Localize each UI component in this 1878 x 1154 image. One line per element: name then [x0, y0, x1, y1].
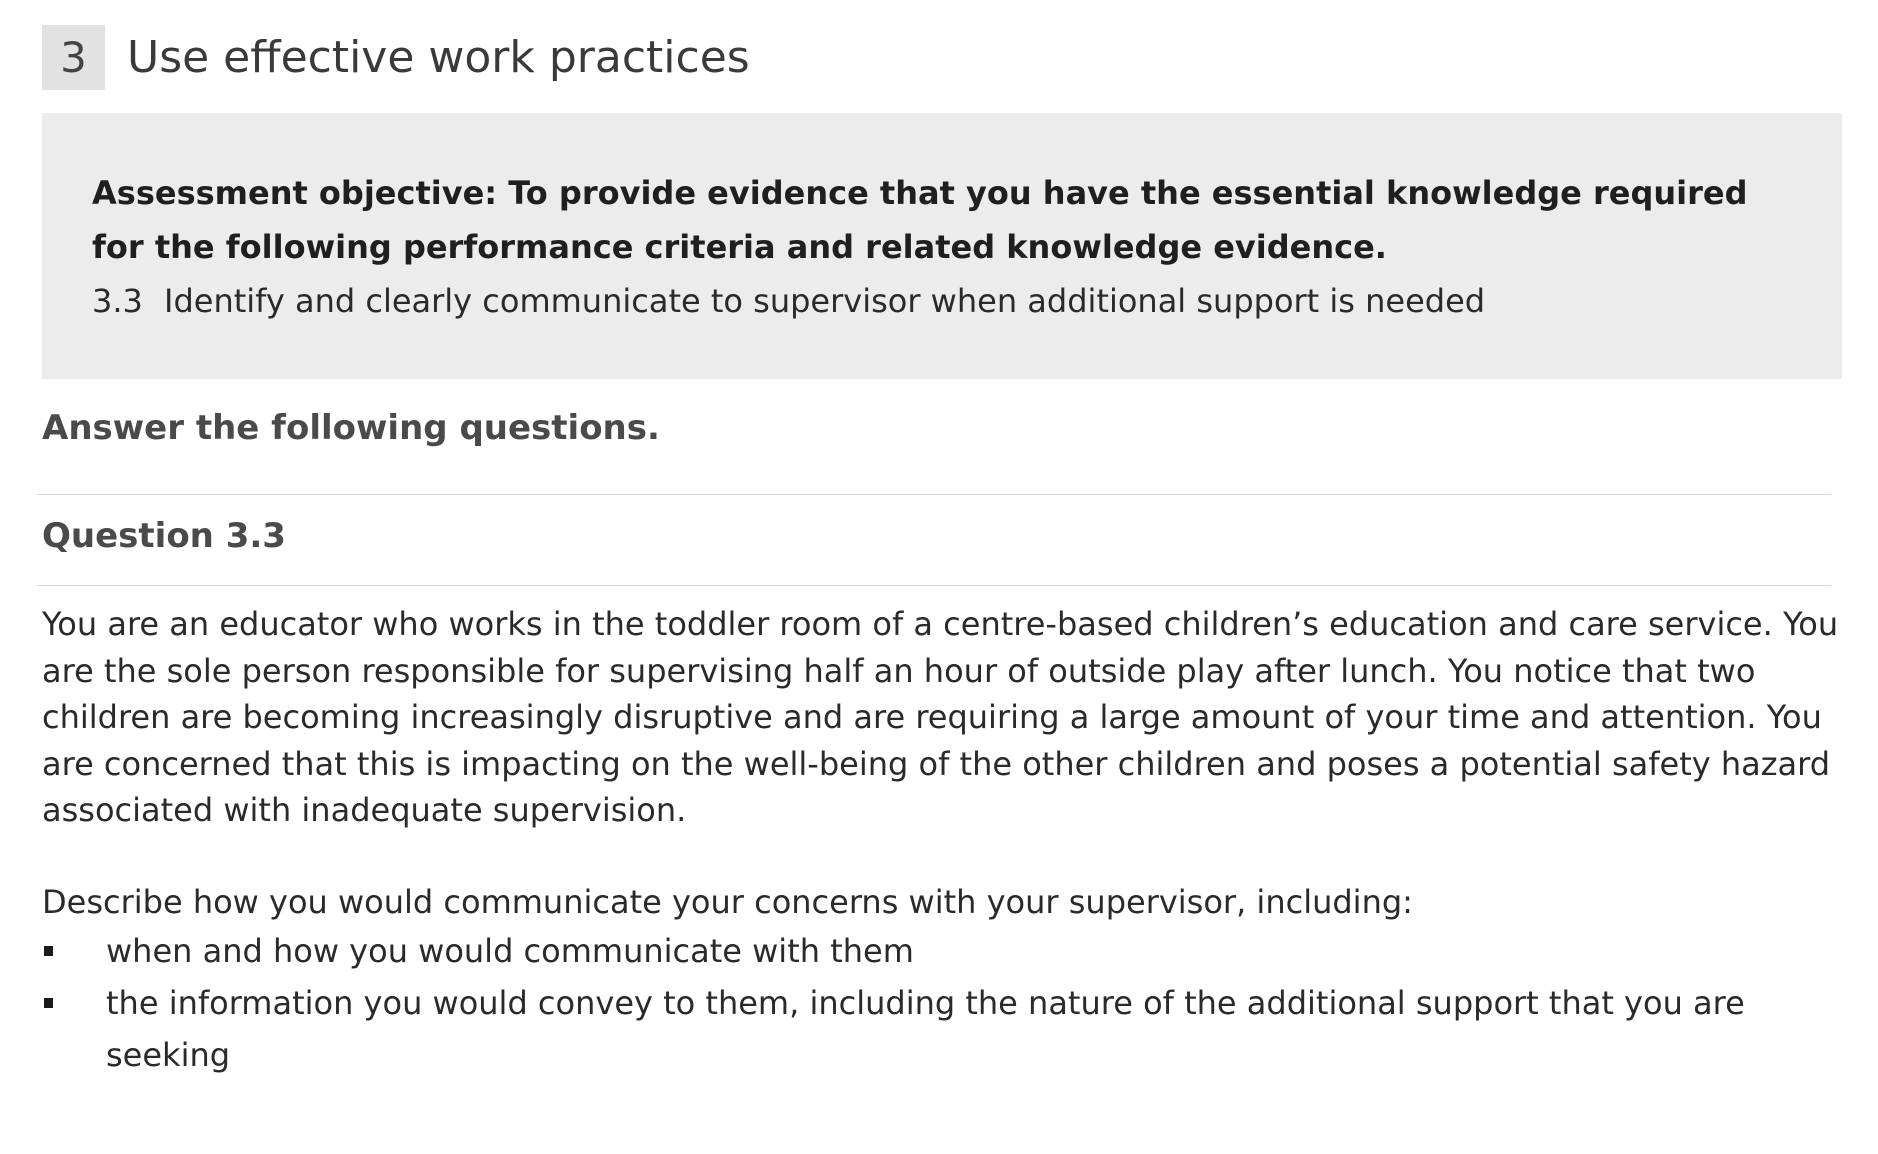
- criteria-number: 3.3: [92, 282, 143, 320]
- assessment-objective-text: Assessment objective: To provide evidence that you have the essential knowledge required for the following performance criteria and related knowledge evidence.: [92, 174, 1748, 266]
- instruction-text: Answer the following questions.: [42, 408, 660, 448]
- square-bullet-icon: [44, 998, 53, 1008]
- section-title: Use effective work practices: [127, 32, 750, 83]
- question-title: Question 3.3: [42, 516, 286, 556]
- divider: [37, 494, 1831, 495]
- assessment-objective-box: [42, 113, 1842, 379]
- bullet-text: the information you would convey to them, including the nature of the additional support that you are seeking: [106, 984, 1745, 1074]
- question-prompt: Describe how you would communicate your concerns with your supervisor, including:: [42, 883, 1413, 921]
- criteria-text: Identify and clearly communicate to supervisor when additional support is needed: [164, 282, 1486, 320]
- list-item: [42, 977, 1802, 1081]
- section-heading: [42, 25, 750, 90]
- list-item: [42, 925, 1802, 977]
- performance-criteria: [92, 274, 1842, 328]
- question-bullet-list: [42, 925, 1802, 1081]
- square-bullet-icon: [44, 946, 53, 956]
- section-number: 3: [42, 25, 105, 90]
- question-scenario: You are an educator who works in the toddler room of a centre-based children’s education and care service. You are the sole person responsible for supervising half an hour of outside play after lunch. You notice that two children are becoming increasingly disruptive and are requiring a large amount of your time and attention. You are concerned that this is impacting on the well-being of the other children and poses a potential safety hazard associated with inadequate supervision.: [42, 605, 1839, 829]
- bullet-text: when and how you would communicate with them: [106, 932, 914, 970]
- divider: [37, 585, 1831, 586]
